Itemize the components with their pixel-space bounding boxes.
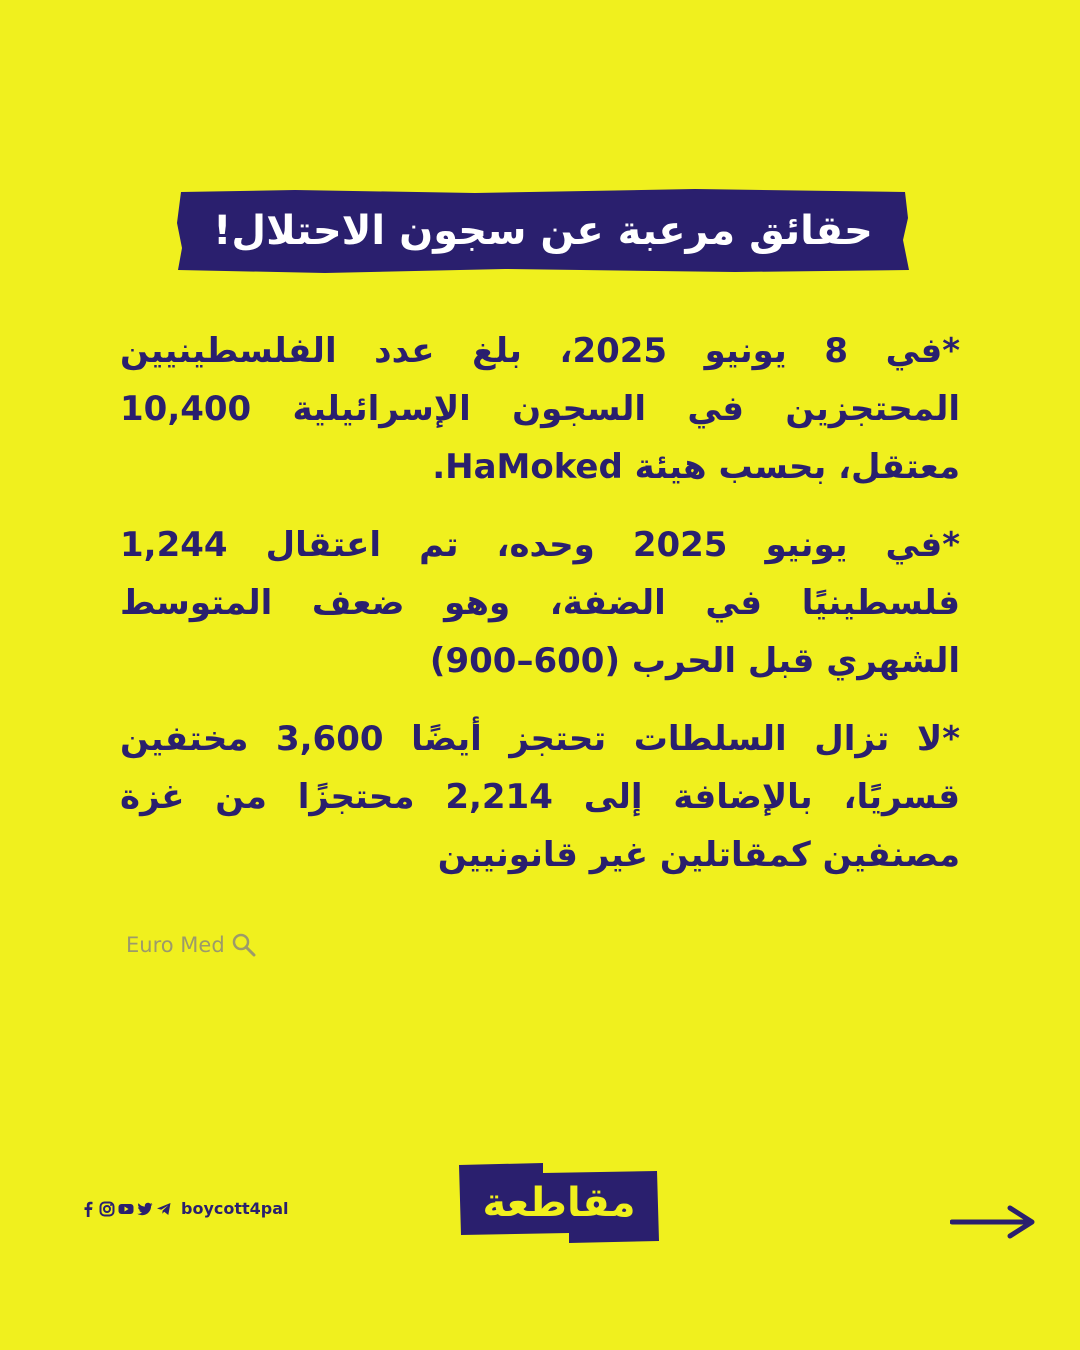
page-title: حقائق مرعبة عن سجون الاحتلال!: [213, 208, 873, 254]
instagram-icon[interactable]: [99, 1201, 115, 1217]
title-banner: [175, 188, 911, 274]
source-label: Euro Med: [126, 933, 225, 957]
magnifier-icon: [231, 932, 257, 958]
fact-item: *في يونيو 2025 وحده، تم اعتقال 1,244 فلسطينيًا في الضفة، وهو ضعف المتوسط الشهري قبل الحرب (600–900): [120, 525, 960, 681]
youtube-icon[interactable]: [118, 1201, 134, 1217]
twitter-icon[interactable]: [137, 1201, 153, 1217]
fact-item: *في 8 يونيو 2025، بلغ عدد الفلسطينيين المحتجزين في السجون الإسرائيلية 10,400 معتقل، بحسب هيئة HaMoked.: [120, 331, 961, 487]
telegram-icon[interactable]: [156, 1201, 172, 1217]
facebook-icon[interactable]: [80, 1201, 96, 1217]
logo-text: مقاطعة: [482, 1180, 636, 1226]
social-links: [80, 1199, 289, 1218]
social-handle[interactable]: boycott4pal: [181, 1199, 289, 1218]
facts-list: [120, 322, 960, 904]
source-credit: [126, 932, 257, 958]
brand-logo: [459, 1163, 659, 1243]
arrow-right-icon[interactable]: [950, 1202, 1038, 1242]
fact-item: *لا تزال السلطات تحتجز أيضًا 3,600 مختفين قسريًا، بالإضافة إلى 2,214 محتجزًا من غزة مصنفين كمقاتلين غير قانونيين: [120, 719, 960, 875]
